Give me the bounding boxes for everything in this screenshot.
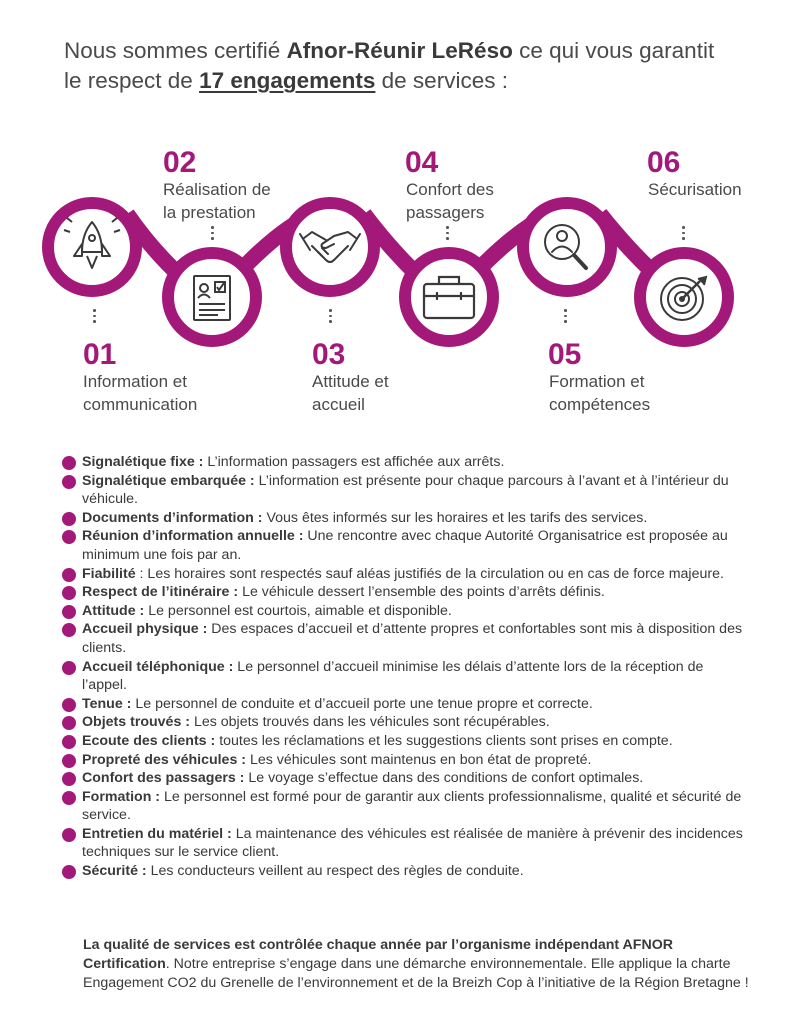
step-number-06: 06 (647, 146, 681, 179)
list-item: Réunion d’information annuelle : Une rencontre avec chaque Autorité Organisatrice est proposée au minimum une fois par an. (62, 527, 752, 564)
bullet-icon (62, 661, 76, 675)
connector-dots (446, 226, 450, 243)
connector-dots (93, 309, 97, 326)
step-circle-01 (48, 203, 136, 291)
step-label-06: Sécurisation (648, 180, 742, 199)
connector-dots (564, 309, 568, 326)
step-number-05: 05 (548, 338, 582, 371)
bullet-icon (62, 716, 76, 730)
footer-bold: La qualité de services est contrôlée chaque année par l’organisme indépendant AFNOR Certification (83, 937, 673, 972)
list-item: Ecoute des clients : toutes les réclamations et les suggestions clients sont prises en compte. (62, 732, 752, 751)
list-item: Sécurité : Les conducteurs veillent au respect des règles de conduite. (62, 862, 752, 881)
list-item: Tenue : Le personnel de conduite et d’accueil porte une tenue propre et correcte. (62, 695, 752, 714)
bullet-icon (62, 586, 76, 600)
list-item: Objets trouvés : Les objets trouvés dans les véhicules sont récupérables. (62, 713, 752, 732)
connector-dots (682, 226, 686, 243)
bullet-icon (62, 828, 76, 842)
bullet-icon (62, 605, 76, 619)
bullet-icon (62, 772, 76, 786)
connector-dots (211, 226, 215, 243)
step-number-02: 02 (163, 146, 197, 179)
bullet-icon (62, 568, 76, 582)
step-label-03: Attitude et accueil (312, 372, 389, 414)
bullet-icon (62, 865, 76, 879)
process-chain (0, 0, 796, 420)
list-item: Propreté des véhicules : Les véhicules sont maintenus en bon état de propreté. (62, 751, 752, 770)
list-item: Attitude : Le personnel est courtois, aimable et disponible. (62, 602, 752, 621)
list-item: Entretien du matériel : La maintenance des véhicules est réalisée de manière à prévenir des incidences techniques sur le service client. (62, 825, 752, 862)
bullet-icon (62, 754, 76, 768)
engagements-count: 17 engagements (199, 68, 376, 93)
list-item: Accueil physique : Des espaces d’accueil et d’attente propres et confortables sont mis à disposition des clients. (62, 620, 752, 657)
list-item: Confort des passagers : Le voyage s’effectue dans des conditions de confort optimales. (62, 769, 752, 788)
bullet-icon (62, 475, 76, 489)
bullet-icon (62, 623, 76, 637)
engagements-list (62, 453, 752, 881)
step-circle-02 (168, 253, 256, 341)
list-item: Respect de l’itinéraire : Le véhicule dessert l’ensemble des points d’arrêts définis. (62, 583, 752, 602)
step-label-02: Réalisation de la prestation (163, 180, 271, 222)
list-item: Signalétique embarquée : L’information est présente pour chaque parcours à l’avant et à l’intérieur du véhicule. (62, 472, 752, 509)
list-item: Fiabilité : Les horaires sont respectés sauf aléas justifiés de la circulation ou en cas de force majeure. (62, 565, 752, 584)
list-item: Accueil téléphonique : Le personnel d’accueil minimise les délais d’attente lors de la réception de l’appel. (62, 658, 752, 695)
bullet-icon (62, 698, 76, 712)
step-number-04: 04 (405, 146, 439, 179)
list-item: Signalétique fixe : L’information passagers est affichée aux arrêts. (62, 453, 752, 472)
bullet-icon (62, 735, 76, 749)
bullet-icon (62, 512, 76, 526)
connector-dots (329, 309, 333, 326)
step-number-03: 03 (312, 338, 346, 371)
bullet-icon (62, 791, 76, 805)
step-number-01: 01 (83, 338, 117, 371)
headline-line-1: Nous sommes certifié Afnor-Réunir LeRéso ce qui vous garantit (64, 38, 715, 63)
certification-name: Afnor-Réunir LeRéso (286, 38, 513, 63)
bullet-icon (62, 530, 76, 544)
step-label-05: Formation et compétences (549, 372, 651, 414)
bullet-icon (62, 456, 76, 470)
footer-paragraph (83, 936, 753, 993)
step-label-04: Confort des passagers (406, 180, 494, 222)
footer-text: . Notre entreprise s’engage dans une démarche environnementale. Elle applique la charte Engagement CO2 du Grenelle de l’environnement et de la Breizh Cop à l’initiative de la Région Bretagne ! (83, 956, 749, 991)
step-label-01: Information et communication (83, 372, 198, 414)
headline-line-2: le respect de 17 engagements de services : (64, 68, 508, 93)
list-item: Documents d’information : Vous êtes informés sur les horaires et les tarifs des services. (62, 509, 752, 528)
list-item: Formation : Le personnel est formé pour de garantir aux clients professionnalisme, qualité et sécurité de service. (62, 788, 752, 825)
